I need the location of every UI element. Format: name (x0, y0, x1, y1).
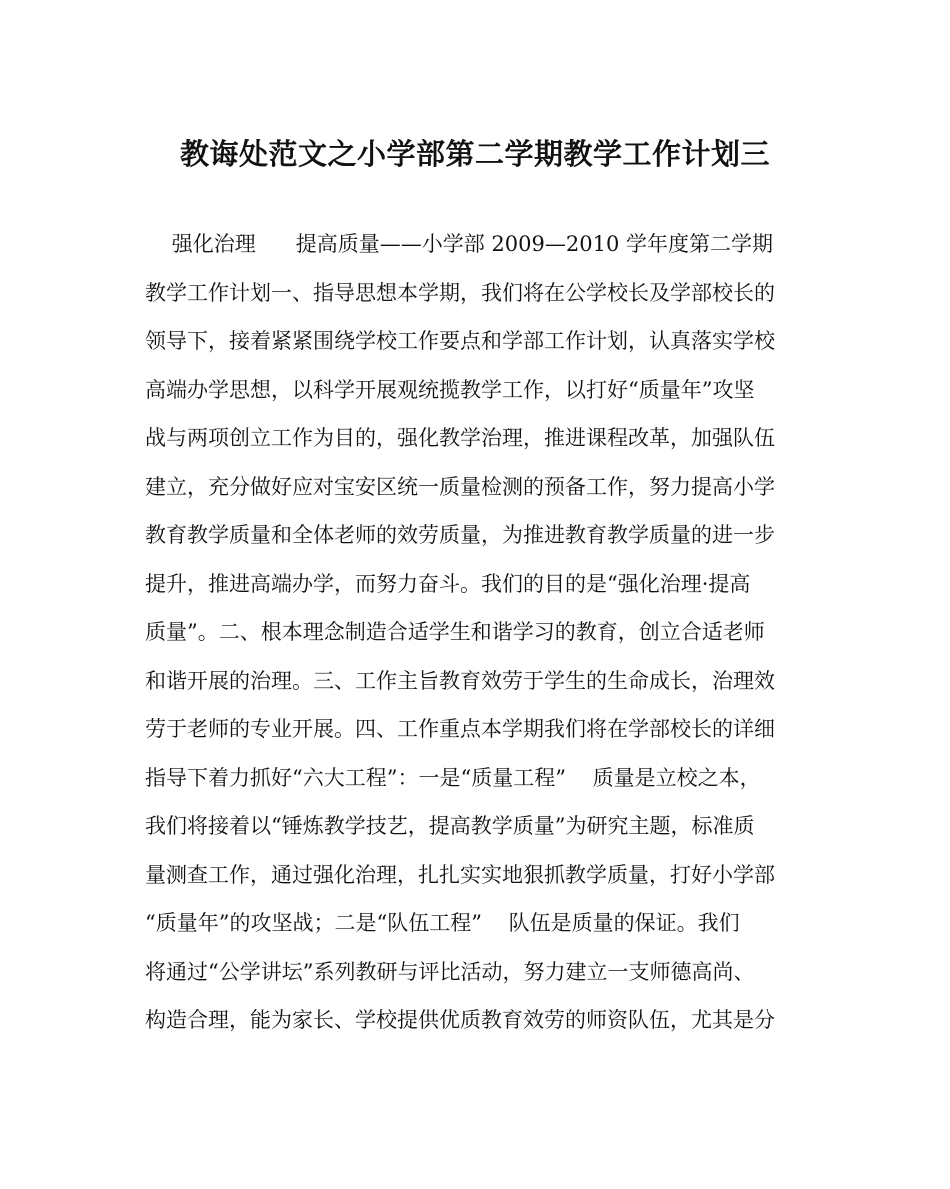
body-line: 质量”。二、根本理念制造合适学生和谐学习的教育，创立合适老师 (145, 620, 765, 644)
body-line: 建立，充分做好应对宝安区统一质量检测的预备工作，努力提高小学 (145, 474, 775, 499)
body-line: 领导下，接着紧紧围绕学校工作要点和学部工作计划，认真落实学校 (145, 329, 775, 353)
body-line: 教育教学质量和全体老师的效劳质量，为推进教育教学质量的进一步 (145, 523, 775, 547)
body-line: 量测查工作，通过强化治理，扎扎实实地狠抓教学质量，打好小学部 (145, 862, 775, 887)
body-line: “质量年”的攻坚战；二是“队伍工程” 队伍是质量的保证。我们 (145, 911, 740, 935)
body-line: 构造合理，能为家长、学校提供优质教育效劳的师资队伍，尤其是分 (145, 1008, 775, 1032)
body-line: 战与两项创立工作为目的，强化教学治理，推进课程改革，加强队伍 (145, 426, 775, 450)
body-line: 将通过“公学讲坛”系列教研与评比活动，努力建立一支师德高尚、 (145, 959, 755, 984)
body-line: 我们将接着以“锤炼教学技艺，提高教学质量”为研究主题，标准质 (145, 814, 755, 838)
body-line: 指导下着力抓好“六大工程”：一是“质量工程” 质量是立校之本， (145, 765, 761, 790)
body-line: 强化治理 提高质量——小学部 2009—2010 学年度第二学期 (145, 232, 773, 256)
document-title: 教诲处范文之小学部第二学期教学工作计划三 (179, 137, 770, 171)
body-line: 和谐开展的治理。三、工作主旨教育效劳于学生的生命成长，治理效 (145, 668, 775, 693)
document-body (145, 220, 825, 1045)
body-line: 劳于老师的专业开展。四、工作重点本学期我们将在学部校长的详细 (145, 717, 775, 741)
body-line: 提升，推进高端办学，而努力奋斗。我们的目的是“强化治理·提高 (145, 571, 751, 596)
body-line: 教学工作计划一、指导思想本学期，我们将在公学校长及学部校长的 (145, 280, 775, 305)
body-line: 高端办学思想，以科学开展观统揽教学工作，以打好“质量年”攻坚 (145, 377, 755, 402)
